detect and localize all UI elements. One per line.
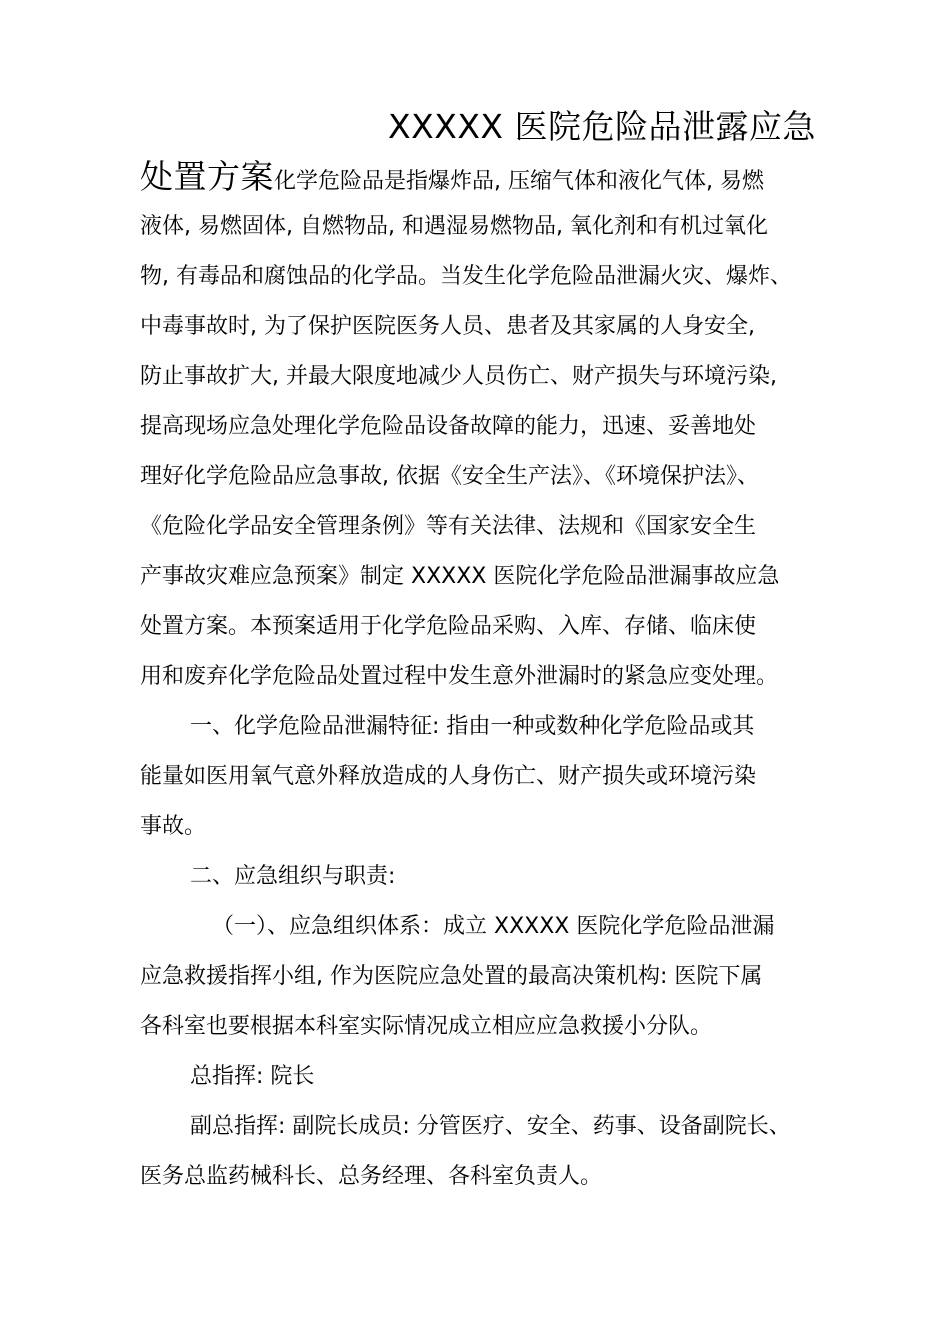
document-body xyxy=(140,152,830,1202)
paragraph-line: 能量如医用氧气意外释放造成的人身伤亡、财产损失或环境污染 xyxy=(140,764,757,789)
section-heading: 二、应急组织与职责: xyxy=(190,864,396,889)
paragraph-line xyxy=(140,152,830,202)
paragraph-line: 事故。 xyxy=(140,814,207,839)
paragraph-line: 应急救援指挥小组, 作为医院应急处置的最高决策机构: 医院下属 xyxy=(140,964,763,989)
subsection-heading: （一）、应急组织体系：成立 XXXXX 医院化学危险品泄漏 xyxy=(212,914,775,939)
paragraph-line: 用和废弃化学危险品处置过程中发生意外泄漏时的紧急应变处理。 xyxy=(140,664,779,689)
paragraph-line: 各科室也要根据本科室实际情况成立相应应急救援小分队。 xyxy=(140,1014,713,1039)
paragraph-line: 物, 有毒品和腐蚀品的化学品。当发生化学危险品泄漏火灾、爆炸、 xyxy=(140,264,792,289)
paragraph-line: 防止事故扩大, 并最大限度地减少人员伤亡、财产损失与环境污染, xyxy=(140,364,777,389)
role-line: 副总指挥: 副院长成员: 分管医疗、安全、药事、设备副院长、 xyxy=(190,1114,791,1139)
paragraph-line: 理好化学危险品应急事故, 依据《安全生产法》、《环境保护法》、 xyxy=(140,464,759,489)
document-title: XXXXX 医院危险品泄露应急 xyxy=(388,107,817,146)
paragraph-line: 产事故灾难应急预案》制定 XXXXX 医院化学危险品泄漏事故应急 xyxy=(140,564,780,589)
role-line: 总指挥: 院长 xyxy=(190,1064,315,1089)
paragraph-line: 医务总监药械科长、总务经理、各科室负责人。 xyxy=(140,1164,603,1189)
paragraph-line: 提高现场应急处理化学危险品设备故障的能力，迅速、妥善地处 xyxy=(140,414,757,439)
paragraph-line: 中毒事故时, 为了保护医院医务人员、患者及其家属的人身安全, xyxy=(140,314,755,339)
document-title-continued: 处置方案 xyxy=(140,157,274,196)
section-heading: 一、化学危险品泄漏特征: 指由一种或数种化学危险品或其 xyxy=(190,714,755,739)
paragraph-line: 《危险化学品安全管理条例》等有关法律、法规和《国家安全生 xyxy=(140,514,757,539)
paragraph-line: 处置方案。本预案适用于化学危险品采购、入库、存储、临床使 xyxy=(140,614,757,639)
paragraph-line: 液体, 易燃固体, 自燃物品, 和遇湿易燃物品, 氧化剂和有机过氧化 xyxy=(140,214,768,239)
paragraph-text: 化学危险品是指爆炸品, 压缩气体和液化气体, 易燃 xyxy=(274,169,764,194)
